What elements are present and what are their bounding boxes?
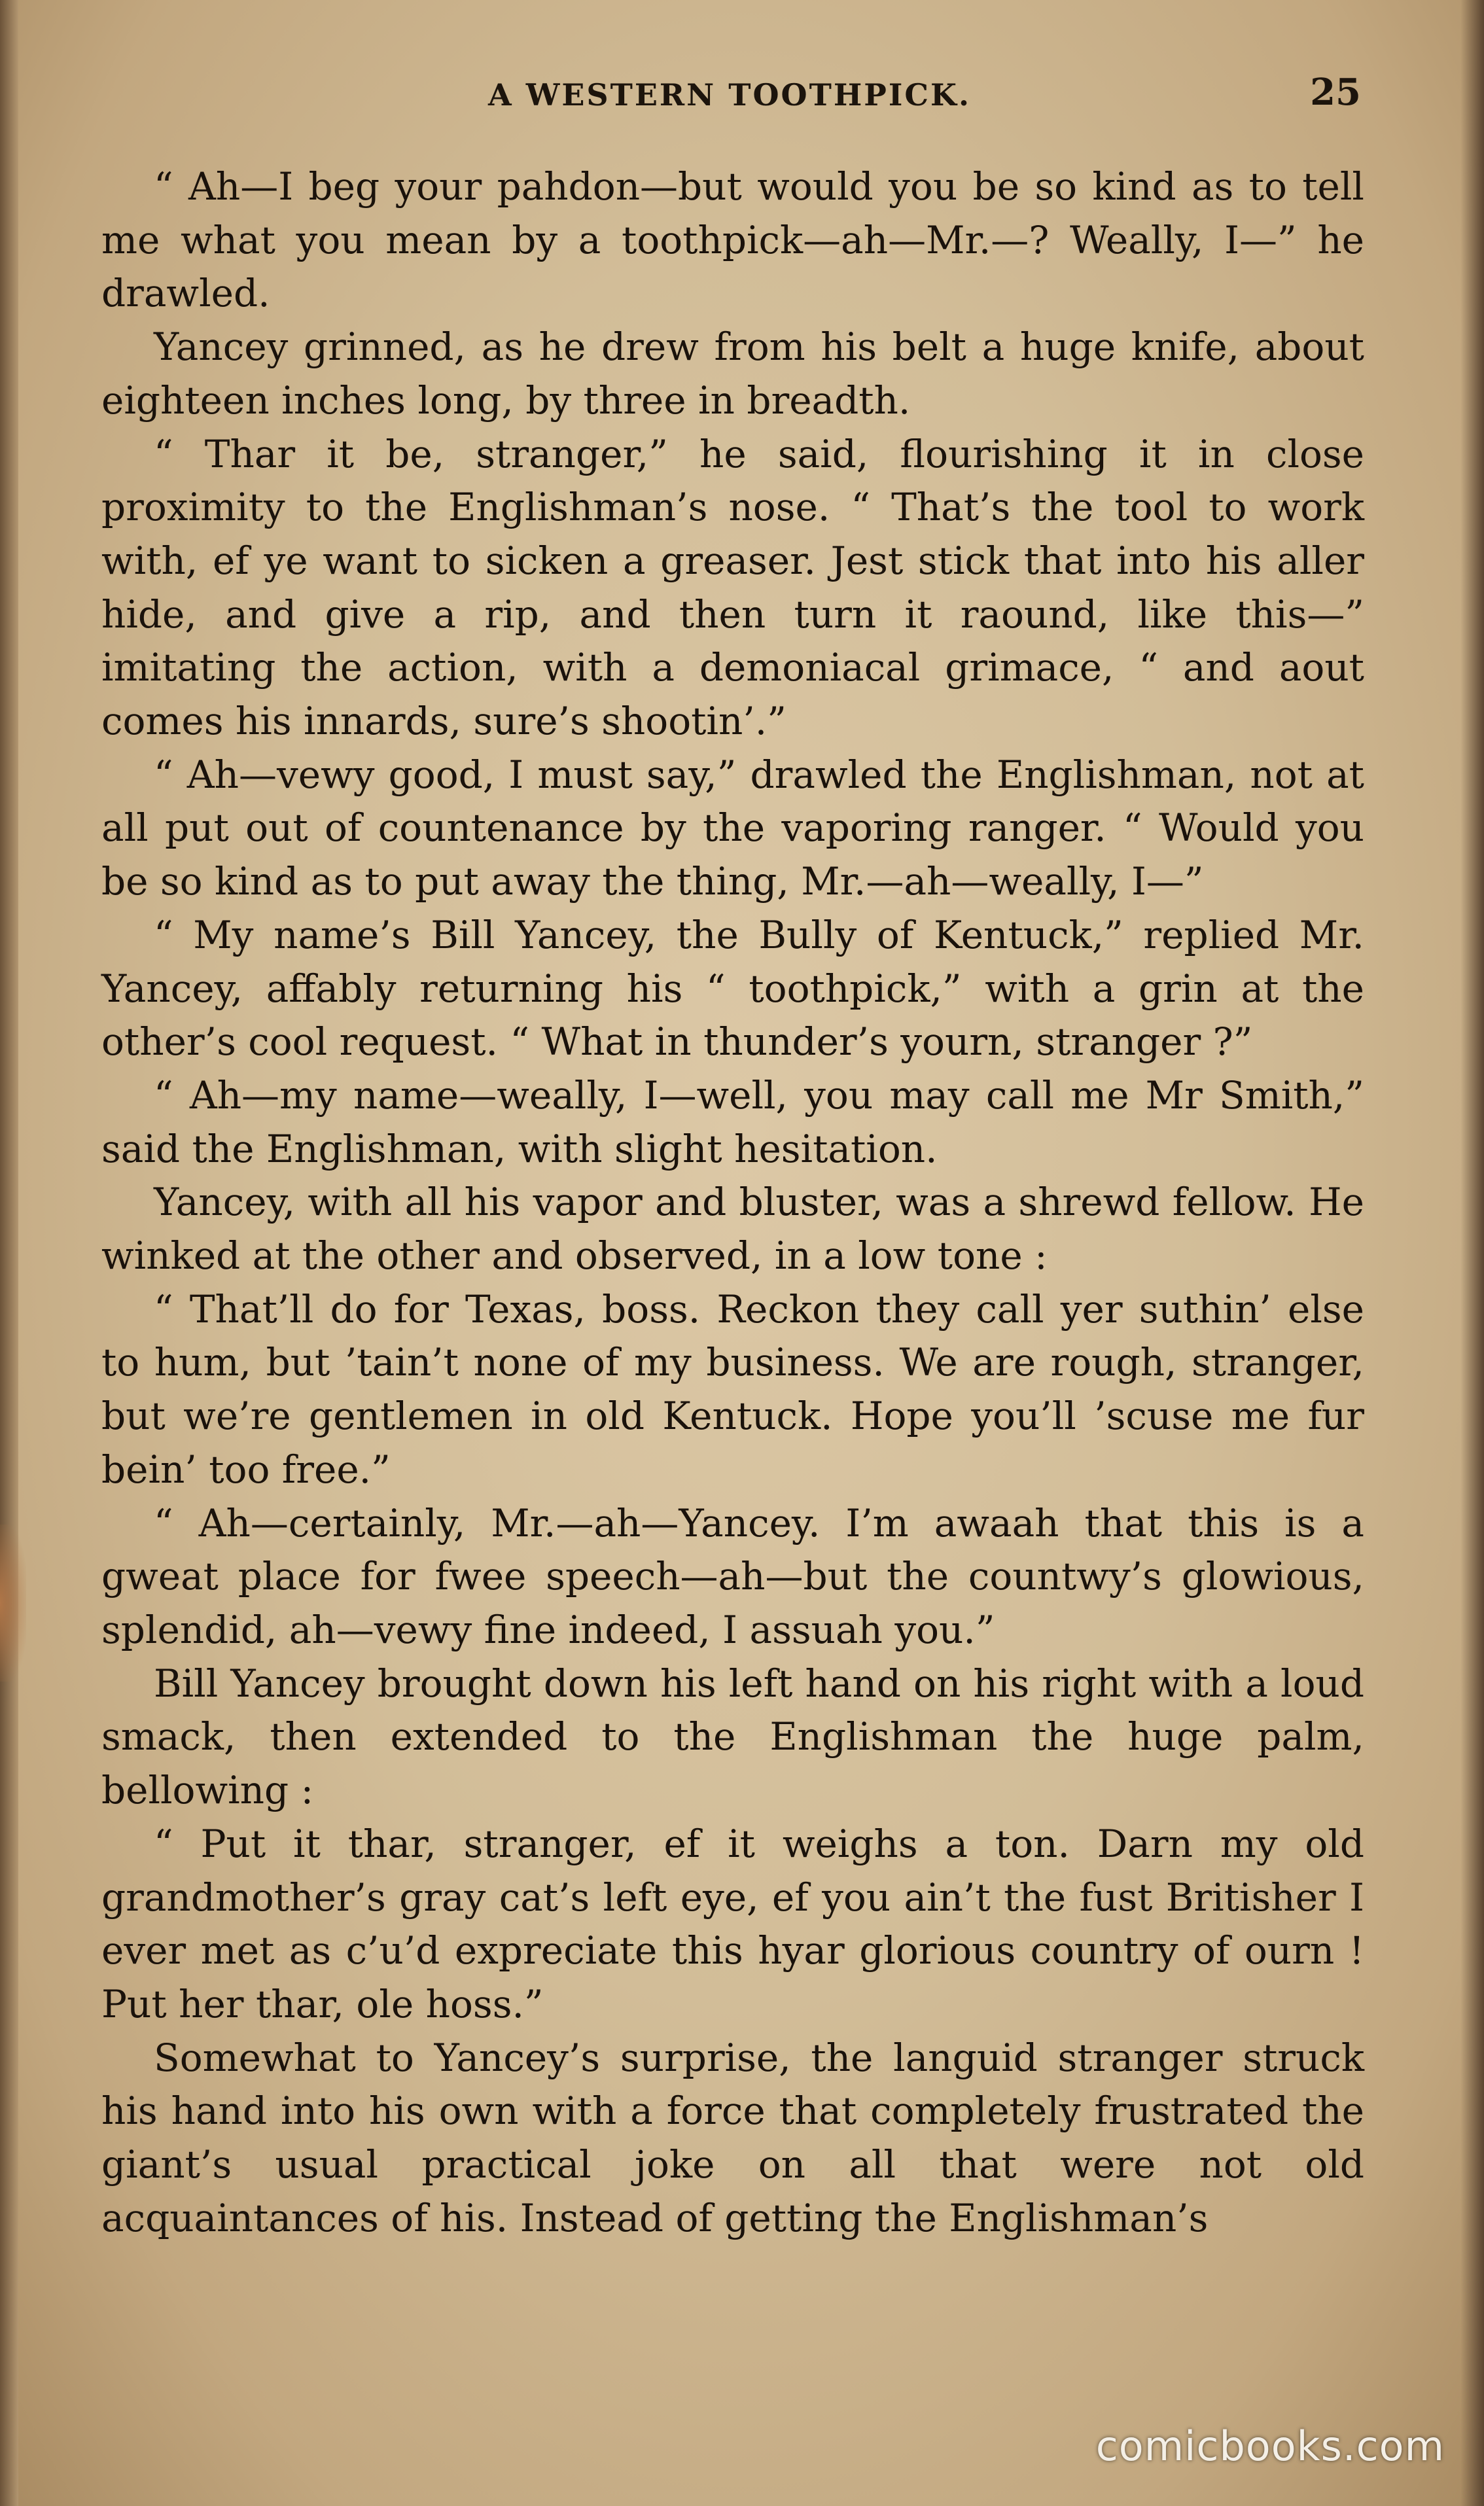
paragraph: “ That’ll do for Texas, boss. Reckon they call yer suthin’ else to hum, but ’tain’t none of my business. We are rough, stranger, but we’re gentlemen in old Kentuck. Hope you’ll ’scuse me fur bein’ too free.” xyxy=(101,1286,1364,1492)
page-header xyxy=(98,65,1361,124)
paragraph: “ Ah—my name—weally, I—well, you may call me Mr Smith,” said the Englishman, with slight hesitation. xyxy=(101,1072,1364,1171)
paragraph: “ Ah—vewy good, I must say,” drawled the Englishman, not at all put out of countenance by the vaporing ranger. “ Would you be so kind as to put away the thing, Mr.—ah—weally, I—” xyxy=(101,752,1364,904)
body-text xyxy=(101,160,1364,2333)
paragraph: Bill Yancey brought down his left hand on his right with a loud smack, then extended to the Englishman the huge palm, bellowing : xyxy=(101,1661,1364,1813)
page-number: 25 xyxy=(1310,71,1361,114)
running-title: A WESTERN TOOTHPICK. xyxy=(487,77,971,113)
paragraph: “ Ah—certainly, Mr.—ah—Yancey. I’m awaah that this is a gweat place for fwee speech—ah—but the countwy’s glowious, splendid, ah—vewy fine indeed, I assuah you.” xyxy=(101,1500,1364,1652)
paragraph: Yancey grinned, as he drew from his belt a huge knife, about eighteen inches long, by three in breadth. xyxy=(101,325,1364,423)
paragraph: Somewhat to Yancey’s surprise, the languid stranger struck his hand into his own with a force that completely frustrated the giant’s usual practical joke on all that were not old acquaintances of his. Instead of getting the Englishman’s xyxy=(101,2035,1364,2240)
page-edge-left xyxy=(0,0,18,2506)
page-stain xyxy=(0,1525,26,1682)
paragraph: “ Ah—I beg your pahdon—but would you be so kind as to tell me what you mean by a toothpick—ah—Mr.—? Weally, I—” he drawled. xyxy=(101,164,1364,316)
paragraph: “ My name’s Bill Yancey, the Bully of Kentuck,” replied Mr. Yancey, affably returning his “ toothpick,” with a grin at the other’s cool request. “ What in thunder’s yourn, stranger ?” xyxy=(101,912,1364,1065)
watermark: comicbooks.com xyxy=(1095,2422,1445,2470)
page-edge-right xyxy=(1460,0,1484,2506)
paragraph: “ Put it thar, stranger, ef it weighs a ton. Darn my old grandmother’s gray cat’s left eye, ef you ain’t the fust Britisher I ever met as c’u’d expreciate this hyar glorious country of ourn ! Put her thar, ole hoss.” xyxy=(101,1821,1364,2026)
paragraph: “ Thar it be, stranger,” he said, flourishing it in close proximity to the Englishman’s nose. “ That’s the tool to work with, ef ye want to sicken a greaser. Jest stick that into his aller hide, and give a rip, and then turn it raound, like this—” imitating the action, with a demoniacal grimace, “ and aout comes his innards, sure’s shootin’.” xyxy=(101,431,1364,744)
paragraph: Yancey, with all his vapor and bluster, was a shrewd fellow. He winked at the other and observed, in a low tone : xyxy=(101,1180,1364,1279)
